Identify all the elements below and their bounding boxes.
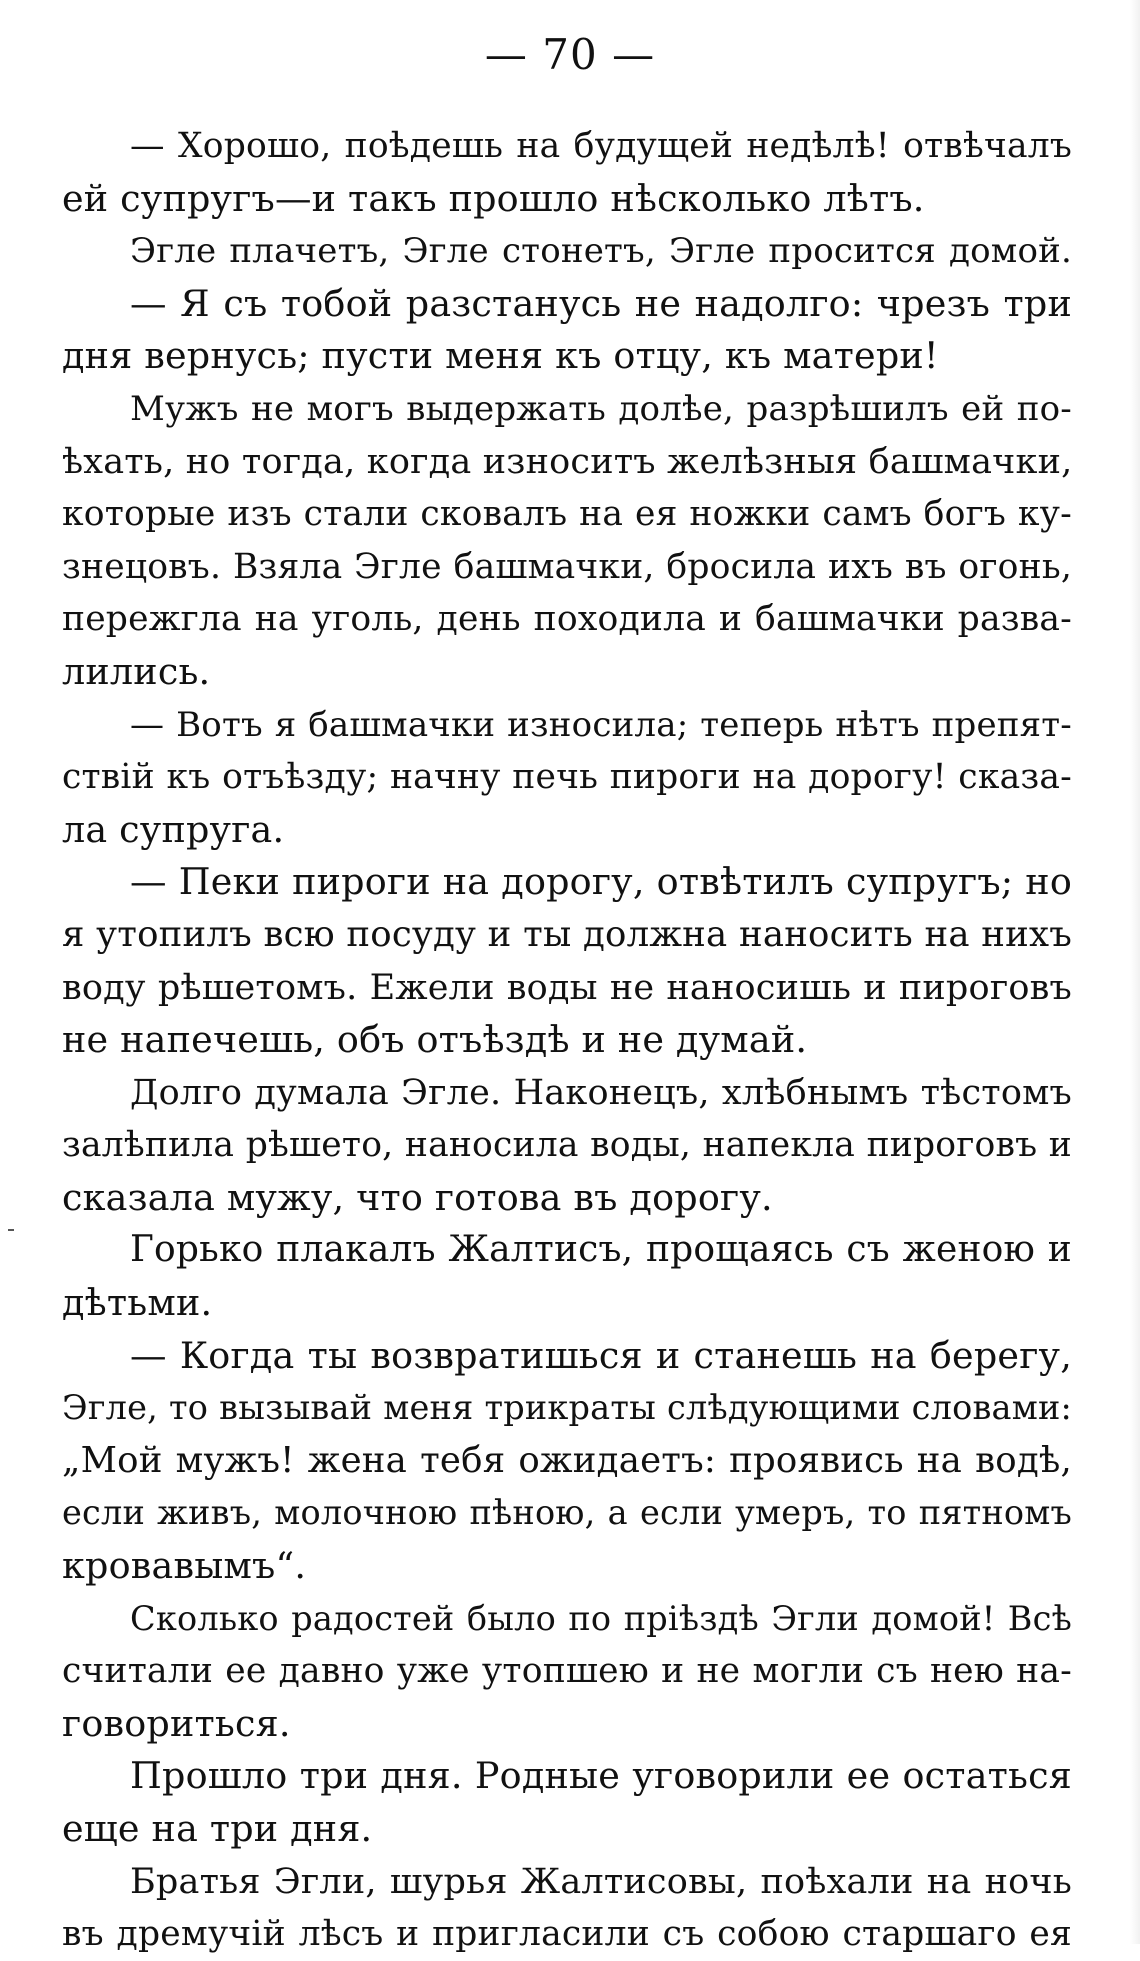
text-line: Долго думала Эгле. Наконецъ, хлѣбнымъ тѣстомъ <box>130 1072 1072 1113</box>
text-line: — Когда ты возвратишься и станешь на берегу, <box>130 1333 1072 1377</box>
text-line: Сколько радостей было по пріѣздѣ Эгли домой! Всѣ <box>130 1598 1072 1638</box>
text-line: ей супругъ—и такъ прошло нѣсколько лѣтъ. <box>62 176 925 220</box>
text-line: Прошло три дня. Родные уговорили ее остаться <box>130 1754 1072 1798</box>
text-line: знецовъ. Взяла Эгле башмачки, бросила ихъ въ огонь, <box>62 546 1072 587</box>
text-line: лились. <box>62 649 211 693</box>
text-line: — Хорошо, поѣдешь на будущей недѣлѣ! отвѣчалъ <box>130 126 1072 166</box>
text-line: считали ее давно уже утопшею и не могли съ нею на- <box>62 1651 1072 1692</box>
text-line: кровавымъ“. <box>62 1544 307 1588</box>
text-line: Эгле плачетъ, Эгле стонетъ, Эгле просится домой. <box>130 231 1072 272</box>
text-line: — Я съ тобой разстанусь не надолго: чрезъ три <box>130 281 1072 325</box>
text-line: ѣхать, но тогда, когда износитъ желѣзныя башмачки, <box>62 441 1073 482</box>
text-line: Мужъ не могъ выдержать долѣе, разрѣшилъ ей по- <box>130 388 1072 429</box>
page-text <box>62 120 1072 1961</box>
text-line: говориться. <box>62 1701 291 1745</box>
page-edge-shadow <box>1130 0 1140 1944</box>
text-line: въ дремучій лѣсъ и пригласили съ собою старшаго ея <box>62 1914 1072 1955</box>
text-line: Горько плакалъ Жалтисъ, прощаясь съ женою и <box>130 1229 1072 1271</box>
text-line: — Пеки пироги на дорогу, отвѣтилъ супругъ; но <box>130 860 1072 904</box>
text-line: дня вернусь; пусти меня къ отцу, къ матери! <box>62 334 939 378</box>
text-line: Братья Эгли, шурья Жалтисовы, поѣхали на ночь <box>130 1861 1072 1902</box>
text-line: пережгла на уголь, день походила и башмачки разва- <box>62 599 1072 640</box>
text-line: если живъ, молочною пѣною, а если умеръ, то пятномъ <box>62 1493 1072 1533</box>
text-line: которые изъ стали сковалъ на ея ножки самъ богъ ку- <box>62 494 1072 535</box>
text-line: еще на три дня. <box>62 1807 373 1850</box>
text-line: воду рѣшетомъ. Ежели воды не наносишь и пироговъ <box>62 967 1072 1008</box>
print-speck <box>8 1229 14 1231</box>
text-line: залѣпила рѣшето, наносила воды, напекла пироговъ и <box>62 1125 1072 1166</box>
text-line: „Мой мужъ! жена тебя ожидаетъ: проявись на водѣ, <box>62 1439 1072 1481</box>
text-line: дѣтьми. <box>62 1281 213 1325</box>
text-line: ла супруга. <box>62 807 285 851</box>
text-line: не напечешь, объ отъѣздѣ и не думай. <box>62 1018 808 1062</box>
text-line: — Вотъ я башмачки износила; теперь нѣтъ препят- <box>130 704 1072 745</box>
page-number: — 70 — <box>484 30 656 79</box>
text-line: я утопилъ всю посуду и ты должна наносить на нихъ <box>62 913 1072 955</box>
text-line: ствій къ отъѣзду; начну печь пироги на дорогу! сказа- <box>62 757 1072 798</box>
text-line: сказала мужу, что готова въ дорогу. <box>62 1175 773 1219</box>
text-line: Эгле, то вызывай меня трикраты слѣдующими словами: <box>62 1388 1072 1428</box>
